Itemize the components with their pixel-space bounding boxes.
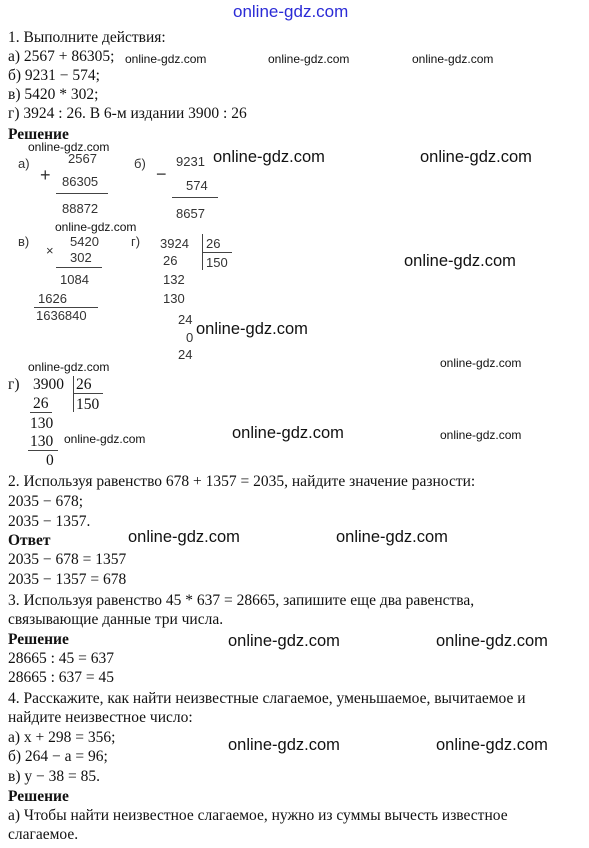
task3-answer-2: 28665 : 637 = 45 bbox=[8, 669, 115, 686]
task3-solution-label: Решение bbox=[8, 631, 69, 648]
mul-operator: × bbox=[46, 243, 54, 258]
task2-title: 2. Используя равенство 678 + 1357 = 2035, найдите значение разности: bbox=[8, 473, 476, 490]
watermark: online-gdz.com bbox=[336, 528, 448, 546]
watermark: online-gdz.com bbox=[412, 52, 494, 66]
div2-divisor: 26 bbox=[76, 376, 92, 393]
task4-solution-label: Решение bbox=[8, 788, 69, 805]
watermark: online-gdz.com bbox=[55, 220, 137, 234]
watermark: online-gdz.com bbox=[268, 52, 350, 66]
task3-title-line2: связывающие данные три числа. bbox=[8, 611, 224, 628]
div2-line-2 bbox=[28, 450, 58, 451]
task4-item-a: а) x + 298 = 356; bbox=[8, 729, 116, 746]
task2-item-1: 2035 − 678; bbox=[8, 493, 84, 510]
sub-line bbox=[172, 197, 218, 198]
task1-item-c: в) 5420 * 302; bbox=[8, 86, 99, 103]
div2-step-2: 130 bbox=[30, 415, 54, 432]
add-operator: + bbox=[40, 165, 51, 185]
watermark: online-gdz.com bbox=[28, 360, 110, 374]
div1-step-5: 0 bbox=[186, 330, 194, 345]
div2-line-1 bbox=[30, 412, 52, 413]
watermark: online-gdz.com bbox=[436, 632, 548, 650]
task4-title-line1: 4. Расскажите, как найти неизвестные слагаемое, уменьшаемое, вычитаемое и bbox=[8, 690, 526, 707]
div1-step-3: 130 bbox=[163, 291, 185, 306]
div2-bracket-line bbox=[73, 393, 103, 394]
watermark-top: online-gdz.com bbox=[233, 2, 349, 21]
mul-partial-2: 1626 bbox=[38, 291, 67, 306]
watermark: online-gdz.com bbox=[196, 320, 308, 338]
div2-dividend: 3900 bbox=[33, 376, 64, 393]
watermark: online-gdz.com bbox=[404, 252, 516, 270]
watermark: online-gdz.com bbox=[440, 428, 522, 442]
watermark: online-gdz.com bbox=[228, 736, 340, 754]
mul-partial-1: 1084 bbox=[60, 272, 89, 287]
div1-quotient: 150 bbox=[206, 255, 228, 270]
task4-title-line2: найдите неизвестное число: bbox=[8, 709, 193, 726]
add-term-a: 2567 bbox=[68, 151, 97, 166]
add-term-b: 86305 bbox=[62, 174, 99, 189]
task1-item-b: б) 9231 − 574; bbox=[8, 67, 100, 84]
watermark: online-gdz.com bbox=[228, 632, 340, 650]
div1-divisor: 26 bbox=[206, 236, 221, 251]
task2-answer-2: 2035 − 1357 = 678 bbox=[8, 571, 127, 588]
watermark: online-gdz.com bbox=[28, 140, 110, 154]
task2-answer-label: Ответ bbox=[8, 532, 51, 549]
div2-step-4: 0 bbox=[46, 452, 54, 469]
div1-step-2: 132 bbox=[163, 272, 185, 287]
div2-step-3: 130 bbox=[30, 433, 54, 450]
div1-dividend: 3924 bbox=[160, 236, 189, 251]
task1-item-a: а) 2567 + 86305; bbox=[8, 48, 115, 65]
div2-letter: г) bbox=[8, 376, 20, 393]
mul-letter: в) bbox=[18, 234, 30, 249]
add-line bbox=[56, 193, 108, 194]
task4-item-b: б) 264 − a = 96; bbox=[8, 748, 108, 765]
add-result: 88872 bbox=[62, 201, 99, 216]
div2-step-1: 26 bbox=[33, 395, 49, 412]
watermark: online-gdz.com bbox=[125, 52, 207, 66]
watermark: online-gdz.com bbox=[64, 432, 146, 446]
sub-term-a: 9231 bbox=[176, 154, 205, 169]
sub-term-b: 574 bbox=[186, 178, 208, 193]
watermark: online-gdz.com bbox=[420, 148, 532, 166]
sub-operator: − bbox=[156, 164, 167, 184]
task4-item-c: в) y − 38 = 85. bbox=[8, 768, 100, 785]
task2-item-2: 2035 − 1357. bbox=[8, 513, 91, 530]
task4-answer-line2: слагаемое. bbox=[8, 826, 79, 843]
watermark: online-gdz.com bbox=[436, 736, 548, 754]
div1-bracket-line bbox=[202, 252, 232, 253]
mul-result: 1636840 bbox=[36, 308, 87, 323]
add-letter: а) bbox=[18, 156, 30, 171]
div2-quotient: 150 bbox=[76, 396, 100, 413]
mul-line bbox=[56, 267, 102, 268]
div1-step-4: 24 bbox=[178, 312, 193, 327]
task1-solution-label: Решение bbox=[8, 126, 69, 143]
watermark: online-gdz.com bbox=[232, 424, 344, 442]
watermark: online-gdz.com bbox=[440, 356, 522, 370]
mul-term-a: 5420 bbox=[70, 234, 99, 249]
task2-answer-1: 2035 − 678 = 1357 bbox=[8, 551, 127, 568]
task3-title-line1: 3. Используя равенство 45 * 637 = 28665, запишите еще два равенства, bbox=[8, 592, 475, 609]
sub-letter: б) bbox=[134, 156, 146, 171]
task4-answer-line1: а) Чтобы найти неизвестное слагаемое, нужно из суммы вычесть известное bbox=[8, 807, 508, 824]
watermark: online-gdz.com bbox=[213, 148, 325, 166]
task1-item-d: г) 3924 : 26. В 6-м издании 3900 : 26 bbox=[8, 105, 247, 122]
mul-term-b: 302 bbox=[70, 250, 92, 265]
watermark: online-gdz.com bbox=[128, 528, 240, 546]
task1-title: 1. Выполните действия: bbox=[8, 29, 166, 46]
div1-step-1: 26 bbox=[163, 253, 178, 268]
sub-result: 8657 bbox=[176, 206, 205, 221]
div1-letter: г) bbox=[131, 234, 141, 249]
task3-answer-1: 28665 : 45 = 637 bbox=[8, 650, 115, 667]
div1-step-6: 24 bbox=[178, 347, 193, 362]
div2-bracket bbox=[73, 376, 74, 412]
